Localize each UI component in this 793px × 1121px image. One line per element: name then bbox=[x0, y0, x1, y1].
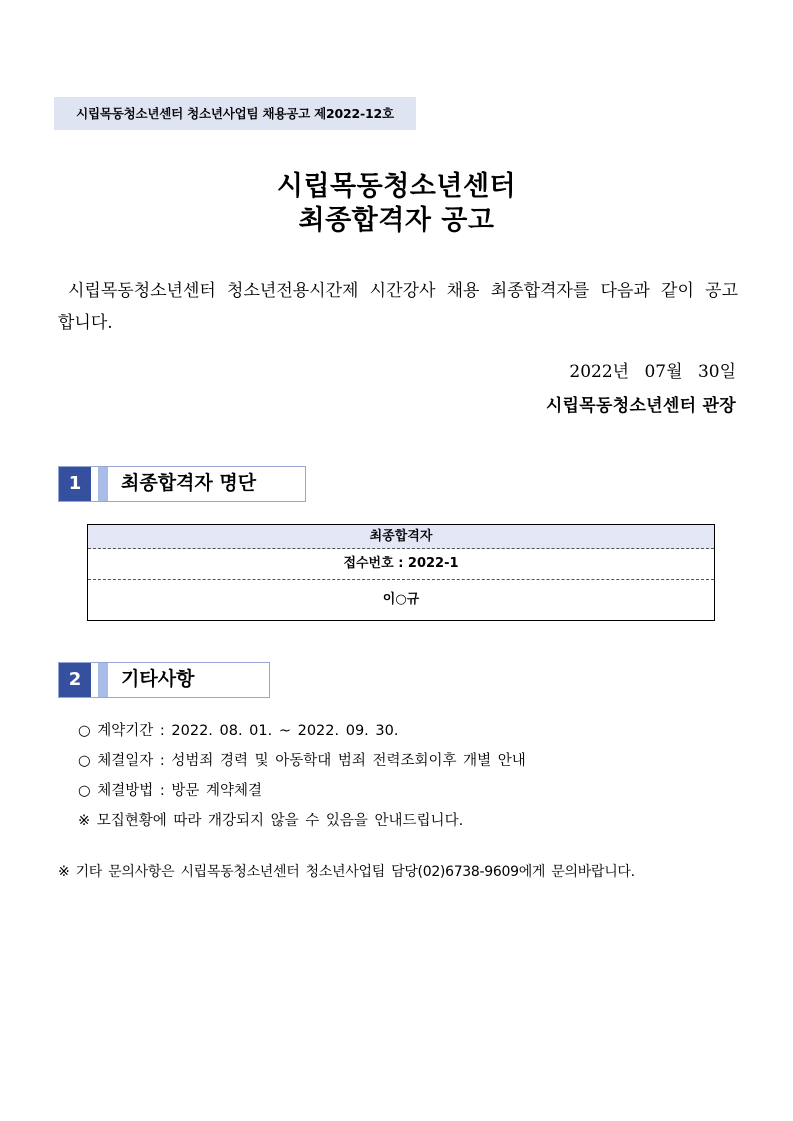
list-item-notice: ※ 모집현황에 따라 개강되지 않을 수 있음을 안내드립니다. bbox=[78, 813, 464, 829]
final-candidates-table bbox=[87, 524, 715, 621]
section-title: 최종합격자 명단 bbox=[121, 472, 257, 494]
section-number: 2 bbox=[59, 663, 91, 697]
list-item-signing-method: ○ 체결방법 : 방문 계약체결 bbox=[78, 783, 263, 799]
section-heading-final-candidates bbox=[58, 466, 306, 502]
table-row-receipt-number: 접수번호 : 2022-1 bbox=[88, 549, 714, 580]
page-title-line1: 시립목동청소년센터 bbox=[276, 171, 517, 202]
other-matters-list bbox=[78, 716, 526, 836]
section-title: 기타사항 bbox=[121, 668, 195, 690]
intro-paragraph: 시립목동청소년센터 청소년전용시간제 시간강사 채용 최종합격자를 다음과 같이 공고합니다. bbox=[58, 281, 738, 333]
contact-note: ※ 기타 문의사항은 시립목동청소년센터 청소년사업팀 담당(02)6738-9609에게 문의바랍니다. bbox=[58, 864, 635, 880]
announcement-date: 2022년 07월 30일 bbox=[569, 362, 736, 382]
section-number: 1 bbox=[59, 467, 91, 501]
table-header: 최종합격자 bbox=[88, 525, 714, 549]
notice-number-tag: 시립목동청소년센터 청소년사업팀 채용공고 제2022-12호 bbox=[54, 97, 416, 130]
list-item-signing-date: ○ 체결일자 : 성범죄 경력 및 아동학대 범죄 전력조회이후 개별 안내 bbox=[78, 753, 526, 769]
section-heading-other-matters bbox=[58, 662, 270, 698]
section-accent-bar bbox=[98, 663, 108, 697]
table-row-candidate-name: 이○규 bbox=[382, 592, 420, 607]
page-title-line2: 최종합격자 공고 bbox=[298, 205, 495, 236]
section-accent-bar bbox=[98, 467, 108, 501]
signer-name: 시립목동청소년센터 관장 bbox=[545, 396, 736, 416]
list-item-contract-period: ○ 계약기간 : 2022. 08. 01. ~ 2022. 09. 30. bbox=[78, 723, 399, 739]
